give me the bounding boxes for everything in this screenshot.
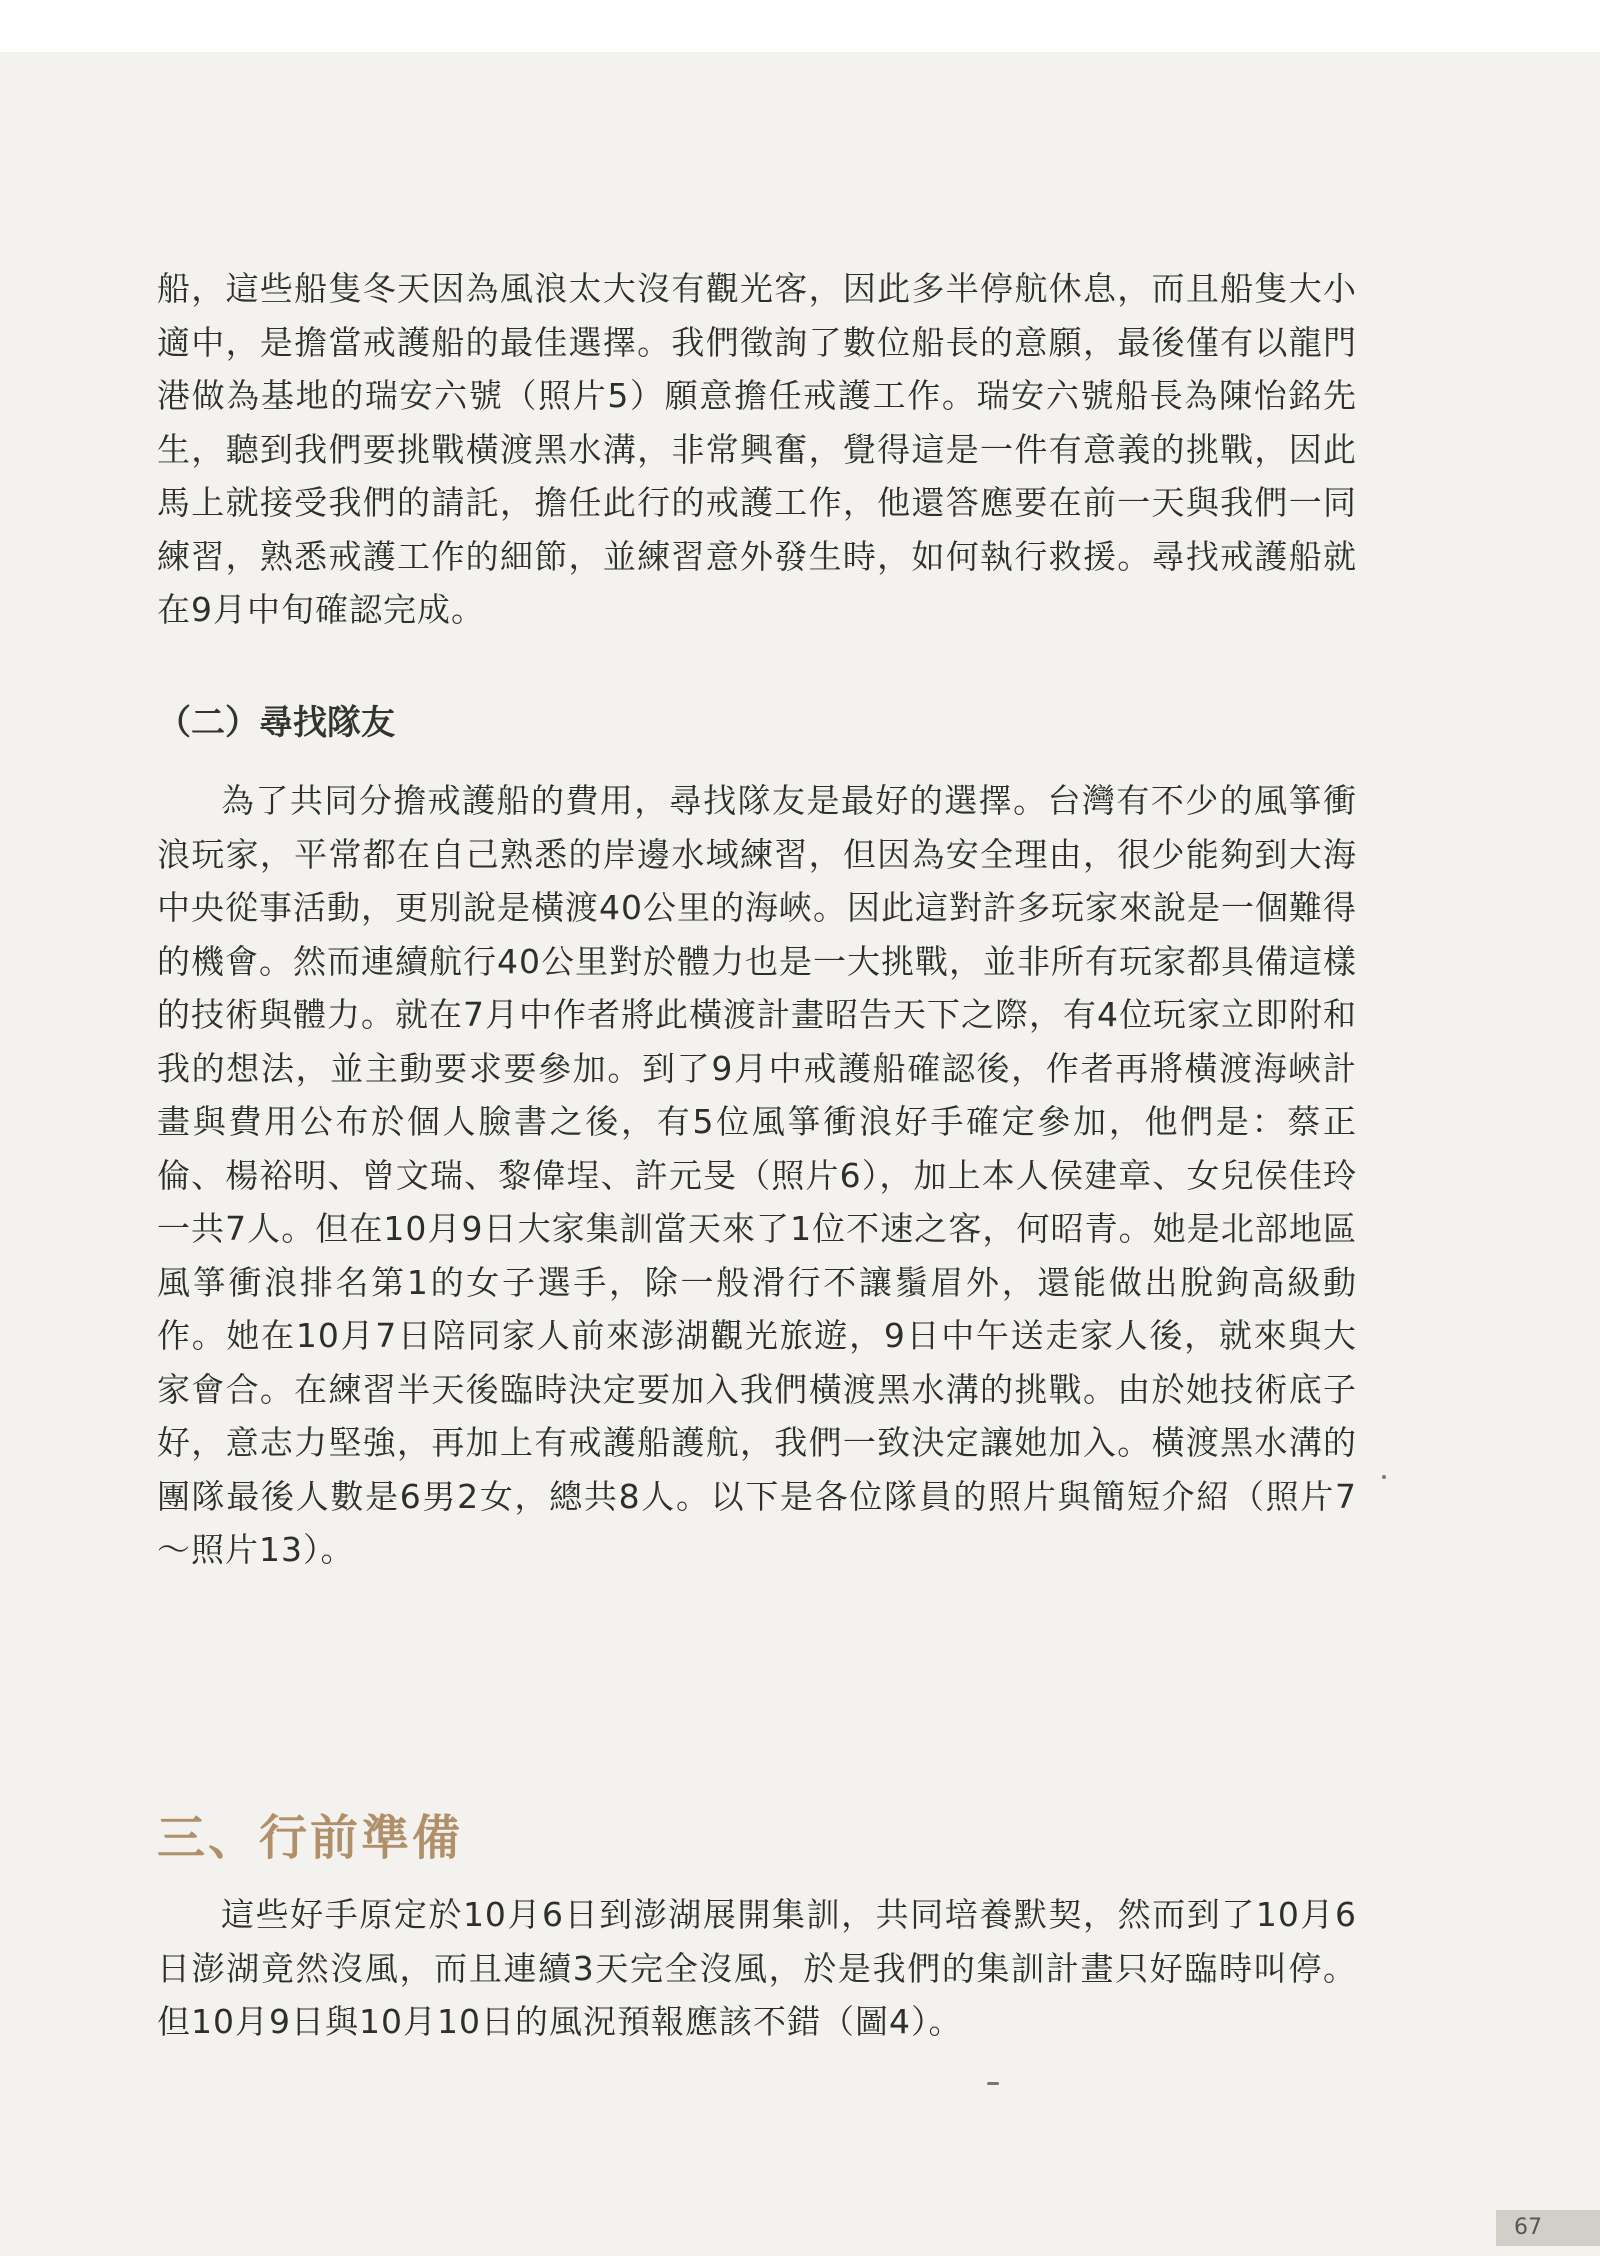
page-number: 67	[1496, 2210, 1600, 2246]
section-title-preparation: 三、行前準備	[157, 1810, 464, 1866]
subheading-find-teammates: （二）尋找隊友	[157, 703, 395, 743]
paragraph-boat-selection: 船，這些船隻冬天因為風浪太大沒有觀光客，因此多半停航休息，而且船隻大小適中，是擔當戒護船的最佳選擇。我們徵詢了數位船長的意願，最後僅有以龍門港做為基地的瑞安六號（照片5）願意擔任戒護工作。瑞安六號船長為陳怡銘先生，聽到我們要挑戰橫渡黑水溝，非常興奮，覺得這是一件有意義的挑戰，因此馬上就接受我們的請託，擔任此行的戒護工作，他還答應要在前一天與我們一同練習，熟悉戒護工作的細節，並練習意外發生時，如何執行救援。尋找戒護船就在9月中旬確認完成。	[157, 269, 1357, 629]
scan-speck	[1382, 1475, 1386, 1479]
scan-speck	[987, 2082, 999, 2085]
scan-top-margin	[0, 0, 1600, 52]
paragraph-teammates: 為了共同分擔戒護船的費用，尋找隊友是最好的選擇。台灣有不少的風箏衝浪玩家，平常都在自己熟悉的岸邊水域練習，但因為安全理由，很少能夠到大海中央從事活動，更別說是橫渡40公里的海峽。因此這對許多玩家來說是一個難得的機會。然而連續航行40公里對於體力也是一大挑戰，並非所有玩家都具備這樣的技術與體力。就在7月中作者將此橫渡計畫昭告天下之際，有4位玩家立即附和我的想法，並主動要求要參加。到了9月中戒護船確認後，作者再將橫渡海峽計畫與費用公布於個人臉書之後，有5位風箏衝浪好手確定參加，他們是：蔡正倫、楊裕明、曾文瑞、黎偉埕、許元旻（照片6），加上本人侯建章、女兒侯佳玲一共7人。但在10月9日大家集訓當天來了1位不速之客，何昭青。她是北部地區風箏衝浪排名第1的女子選手，除一般滑行不讓鬚眉外，還能做出脫鉤高級動作。她在10月7日陪同家人前來澎湖觀光旅遊，9日中午送走家人後，就來與大家會合。在練習半天後臨時決定要加入我們橫渡黑水溝的挑戰。由於她技術底子好，意志力堅強，再加上有戒護船護航，我們一致決定讓她加入。橫渡黑水溝的團隊最後人數是6男2女，總共8人。以下是各位隊員的照片與簡短介紹（照片7～照片13）。	[157, 781, 1357, 1569]
paragraph-training: 這些好手原定於10月6日到澎湖展開集訓，共同培養默契，然而到了10月6日澎湖竟然沒風，而且連續3天完全沒風，於是我們的集訓計畫只好臨時叫停。但10月9日與10月10日的風況預報應該不錯（圖4）。	[157, 1895, 1357, 2041]
